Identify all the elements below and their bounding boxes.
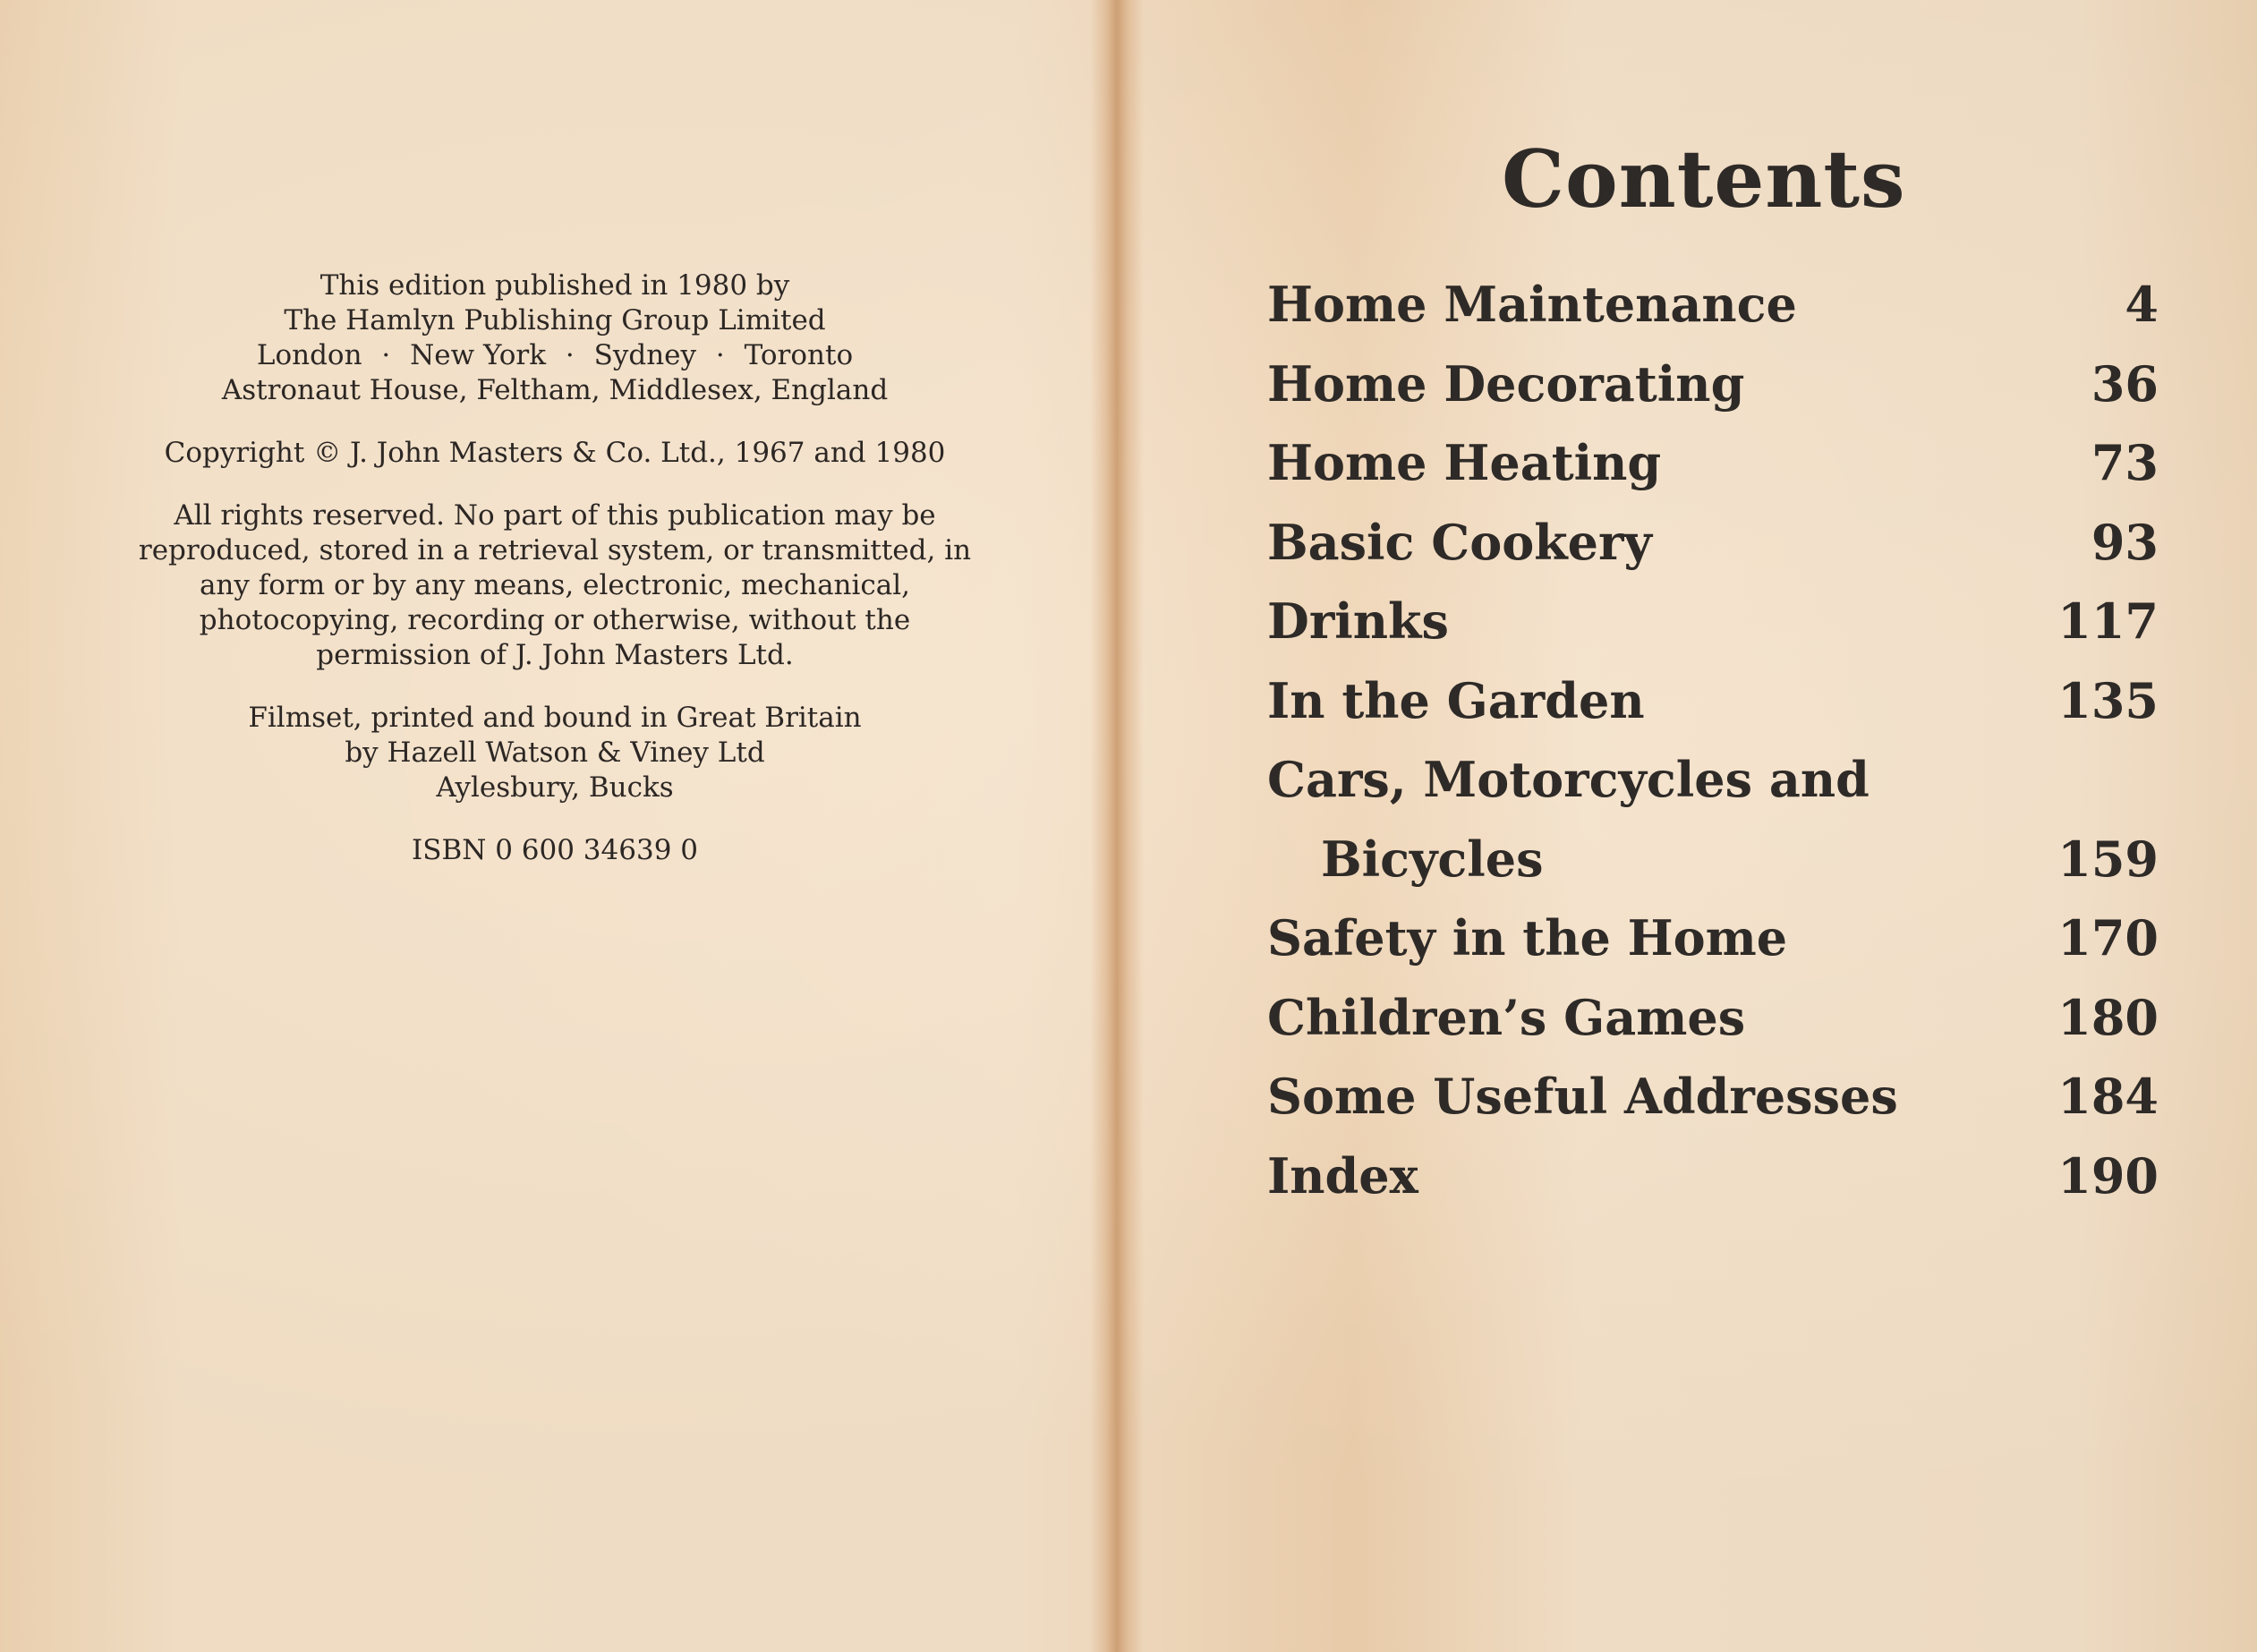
publisher-line: This edition published in 1980 by bbox=[319, 269, 790, 302]
city-separator: · bbox=[381, 339, 391, 371]
table-of-contents bbox=[1267, 276, 2159, 1226]
city-separator: · bbox=[565, 339, 575, 371]
rights-line: permission of J. John Masters Ltd. bbox=[316, 639, 794, 671]
toc-entry bbox=[1267, 989, 2159, 1069]
rights-notice bbox=[107, 498, 1002, 673]
toc-entry-page: 4 bbox=[2125, 276, 2159, 333]
toc-entry bbox=[1267, 514, 2159, 593]
toc-entry bbox=[1267, 592, 2159, 672]
toc-entry-page: 117 bbox=[2057, 592, 2159, 650]
publisher-line: The Hamlyn Publishing Group Limited bbox=[284, 304, 826, 336]
publisher-cities bbox=[107, 338, 1002, 373]
toc-entry-page: 73 bbox=[2091, 434, 2159, 491]
toc-entry-page: 36 bbox=[2091, 354, 2159, 413]
city: Toronto bbox=[744, 339, 854, 371]
toc-entry-title: Index bbox=[1267, 1146, 1418, 1205]
toc-entry-title: Home Maintenance bbox=[1267, 276, 1797, 333]
printer-line: Filmset, printed and bound in Great Britain bbox=[248, 702, 862, 734]
isbn-block bbox=[107, 833, 1002, 868]
publisher-line: Astronaut House, Feltham, Middlesex, England bbox=[221, 374, 889, 406]
rights-line: any form or by any means, electronic, mechanical, bbox=[199, 569, 911, 601]
printer-notice bbox=[107, 701, 1002, 805]
toc-entry-page: 170 bbox=[2057, 909, 2159, 967]
printer-line: Aylesbury, Bucks bbox=[436, 771, 674, 804]
toc-entry bbox=[1267, 1068, 2159, 1147]
printer-line: by Hazell Watson & Viney Ltd bbox=[345, 737, 765, 769]
toc-entry bbox=[1267, 751, 2159, 909]
city: New York bbox=[410, 339, 547, 371]
isbn: ISBN 0 600 34639 0 bbox=[411, 834, 699, 866]
toc-entry-title: Children’s Games bbox=[1267, 988, 1746, 1046]
toc-entry-page: 159 bbox=[2057, 830, 2159, 888]
copyright-notice bbox=[107, 436, 1002, 471]
toc-entry-page: 190 bbox=[2057, 1146, 2159, 1205]
rights-line: reproduced, stored in a retrieval system, or transmitted, in bbox=[138, 534, 972, 566]
right-page bbox=[1128, 0, 2257, 1652]
copyright-line: Copyright © J. John Masters & Co. Ltd., 1967 and 1980 bbox=[164, 437, 946, 469]
toc-entry-title: Drinks bbox=[1267, 592, 1449, 650]
toc-entry bbox=[1267, 276, 2159, 355]
toc-entry bbox=[1267, 672, 2159, 752]
publisher-block bbox=[107, 268, 1002, 408]
toc-entry-title-continued: Bicycles bbox=[1321, 830, 1544, 888]
toc-entry-title: Cars, Motorcycles and bbox=[1267, 751, 1869, 808]
toc-entry-page: 180 bbox=[2057, 988, 2159, 1046]
toc-entry-title: Home Decorating bbox=[1267, 354, 1745, 413]
city-separator: · bbox=[715, 339, 725, 371]
rights-line: photocopying, recording or otherwise, without the bbox=[199, 604, 911, 636]
toc-entry bbox=[1267, 434, 2159, 514]
toc-entry bbox=[1267, 909, 2159, 989]
toc-entry-title: Safety in the Home bbox=[1267, 909, 1788, 967]
imprint-block bbox=[107, 268, 1002, 896]
toc-entry-page: 93 bbox=[2091, 513, 2159, 571]
toc-entry-title: Basic Cookery bbox=[1267, 513, 1652, 571]
left-page bbox=[0, 0, 1110, 1652]
contents-title: Contents bbox=[1502, 132, 1906, 226]
city: Sydney bbox=[593, 339, 697, 371]
toc-entry-title: Home Heating bbox=[1267, 434, 1662, 491]
toc-entry-title: In the Garden bbox=[1267, 671, 1645, 729]
city: London bbox=[256, 339, 362, 371]
toc-entry-page: 135 bbox=[2057, 671, 2159, 729]
toc-entry bbox=[1267, 1147, 2159, 1227]
toc-entry-title: Some Useful Addresses bbox=[1267, 1068, 1898, 1125]
toc-entry-page: 184 bbox=[2057, 1068, 2159, 1125]
rights-line: All rights reserved. No part of this publication may be bbox=[174, 499, 936, 532]
toc-entry bbox=[1267, 355, 2159, 435]
